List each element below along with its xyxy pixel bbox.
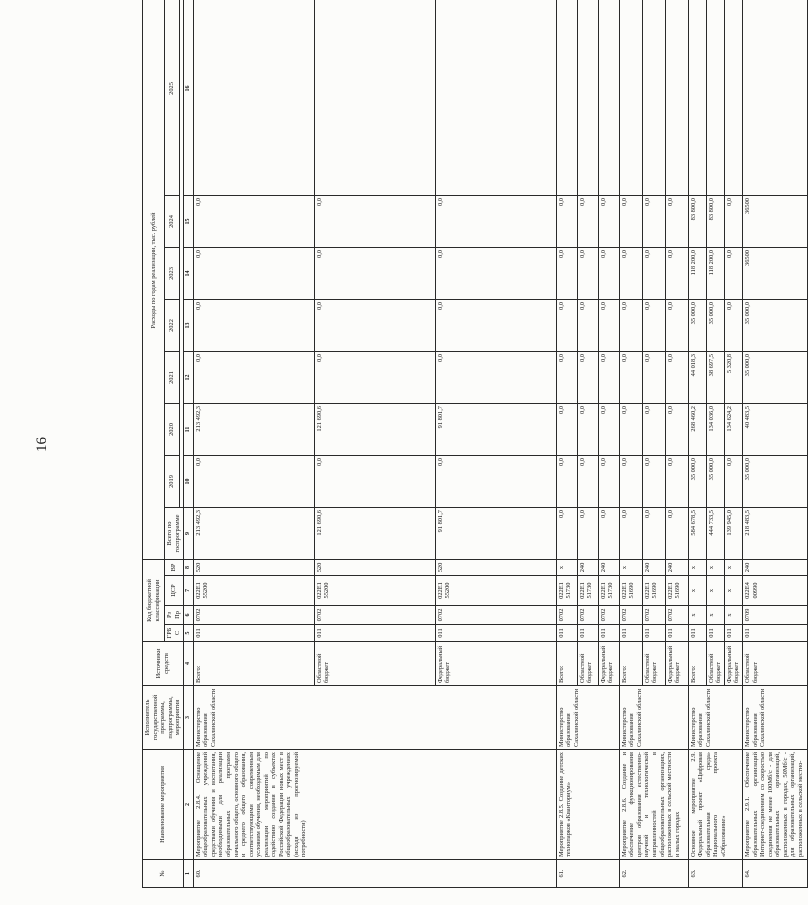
year-amount: 0,0 (598, 352, 619, 404)
funding-source: Федеральный бюджет (665, 642, 688, 686)
grbs-code: 011 (743, 625, 808, 642)
year-amount: 0,0 (665, 404, 688, 456)
col-index: 3 (183, 686, 193, 750)
vr-code: 240 (665, 560, 688, 576)
vr-code: x (706, 560, 724, 576)
measure-name: Мероприятие 2.8.6. Создание и обеспечение функционирования центров образования естественно-научной и технологической направленностей в общеобразовательных организациях, расположенных в сельской местности и малых городах (619, 750, 688, 860)
funding-source: Всего: (193, 642, 314, 686)
col-index: 13 (183, 300, 193, 352)
header-vr: ВР (165, 560, 184, 576)
year-amount: 91 801,7 (435, 404, 556, 456)
executor: Министерство образования Сахалинской области (743, 686, 808, 750)
year-amount: 0,0 (556, 248, 577, 300)
total-amount: 584 678,5 (688, 508, 706, 560)
header-name: Наименование мероприятия (143, 750, 184, 860)
col-index: 11 (183, 404, 193, 456)
year-amount: 35 000,0 (706, 300, 724, 352)
csr-code: 022E1 51690 (642, 576, 665, 606)
year-amount: 0,0 (435, 456, 556, 508)
col-index: 4 (183, 642, 193, 686)
funding-source: Областной бюджет (743, 642, 808, 686)
year-amount: 0,0 (556, 196, 577, 248)
vr-code: x (724, 560, 742, 576)
measure-name: Основное мероприятие 2.9. Федеральный проект «Цифровая образовательная среда» Национального проекта «Образование» (688, 750, 742, 860)
year-amount (435, 0, 556, 196)
rz-pr-code: 0702 (193, 606, 314, 625)
col-index: 10 (183, 456, 193, 508)
year-amount (688, 0, 706, 196)
year-amount: 35 000,0 (688, 456, 706, 508)
year-amount (556, 0, 577, 196)
year-amount: 0,0 (577, 352, 598, 404)
year-amount: 0,0 (598, 300, 619, 352)
year-amount: 44 018,3 (688, 352, 706, 404)
year-amount: 83 800,0 (706, 196, 724, 248)
vr-code: 240 (577, 560, 598, 576)
year-amount: 40 483,5 (743, 404, 808, 456)
year-amount: 134 036,0 (706, 404, 724, 456)
year-amount: 0,0 (724, 300, 742, 352)
funding-source: Федеральный бюджет (724, 642, 742, 686)
header-year: 2024 (165, 196, 180, 248)
grbs-code: 011 (724, 625, 742, 642)
rz-pr-code: 0702 (642, 606, 665, 625)
measure-name: Мероприятие 2.8.4. Оснащение общеобразовательных учреждений средствами обучения и воспитания, необходимыми для реализации образовательных программ начального общего, основного общего и среднего общего образования, соответствующими современным условиям обучения, необходимым для реализации мероприятий по содействию создания в субъектах Российской Федерации новых мест в общеобразовательных учреждениях (исходя из прогнозируемой потребности) (193, 750, 556, 860)
header-year: 2019 (165, 456, 180, 508)
col-index: 1 (183, 860, 193, 888)
col-index: 15 (183, 196, 193, 248)
header-total: Всего по госпрограмме (165, 508, 184, 560)
col-index: 9 (183, 508, 193, 560)
vr-code: 240 (642, 560, 665, 576)
grbs-code: 011 (314, 625, 435, 642)
grbs-code: 011 (619, 625, 642, 642)
rotated-page (142, 30, 804, 888)
col-index: 7 (183, 576, 193, 606)
year-amount: 35 000,0 (743, 352, 808, 404)
expenses-table (142, 0, 808, 888)
csr-code: 022E1 51690 (619, 576, 642, 606)
year-amount: 0,0 (598, 248, 619, 300)
col-index: 6 (183, 606, 193, 625)
header-year: 2021 (165, 352, 180, 404)
csr-code: 022E1 55200 (314, 576, 435, 606)
year-amount (642, 0, 665, 196)
year-amount: 0,0 (642, 456, 665, 508)
year-amount: 0,0 (193, 196, 314, 248)
executor: Министерство образования Сахалинской области (556, 686, 619, 750)
table-row (619, 0, 642, 888)
year-amount: 38 697,5 (706, 352, 724, 404)
table-row (556, 0, 577, 888)
csr-code: x (724, 576, 742, 606)
grbs-code: 011 (665, 625, 688, 642)
year-amount: 0,0 (556, 456, 577, 508)
year-amount: 0,0 (435, 352, 556, 404)
year-amount: 0,0 (619, 456, 642, 508)
rz-pr-code: x (688, 606, 706, 625)
year-amount: 118 200,0 (688, 248, 706, 300)
header-year: 2023 (165, 248, 180, 300)
funding-source: Всего: (619, 642, 642, 686)
rz-pr-code: x (706, 606, 724, 625)
executor: Министерство образования Сахалинской области (688, 686, 742, 750)
year-amount: 35 000,0 (688, 300, 706, 352)
total-amount: 213 492,3 (193, 508, 314, 560)
table-row (688, 0, 706, 888)
year-amount: 0,0 (598, 196, 619, 248)
year-amount: 0,0 (193, 352, 314, 404)
funding-source: Областной бюджет (577, 642, 598, 686)
grbs-code: 011 (435, 625, 556, 642)
year-amount (619, 0, 642, 196)
year-amount: 83 800,0 (688, 196, 706, 248)
year-amount: 0,0 (642, 248, 665, 300)
year-amount: 0,0 (642, 404, 665, 456)
row-number: 62. (619, 860, 688, 888)
vr-code: 240 (598, 560, 619, 576)
year-amount: 35 000,0 (743, 300, 808, 352)
total-amount: 0,0 (598, 508, 619, 560)
rz-pr-code: 0702 (665, 606, 688, 625)
year-amount: 0,0 (642, 352, 665, 404)
vr-code: 520 (435, 560, 556, 576)
col-index: 14 (183, 248, 193, 300)
header-year: 2022 (165, 300, 180, 352)
csr-code: x (688, 576, 706, 606)
page-number: 16 (34, 437, 50, 452)
col-index: 12 (183, 352, 193, 404)
rz-pr-code: 0709 (743, 606, 808, 625)
vr-code: 240 (743, 560, 808, 576)
vr-code: 520 (314, 560, 435, 576)
year-amount: 0,0 (665, 300, 688, 352)
vr-code: x (688, 560, 706, 576)
year-amount: 213 492,3 (193, 404, 314, 456)
col-index: 8 (183, 560, 193, 576)
total-amount: 444 733,5 (706, 508, 724, 560)
grbs-code: 011 (577, 625, 598, 642)
year-amount: 0,0 (665, 248, 688, 300)
total-amount: 0,0 (556, 508, 577, 560)
vr-code: x (556, 560, 577, 576)
year-amount: 0,0 (619, 248, 642, 300)
rz-pr-code: 0702 (435, 606, 556, 625)
total-amount: 0,0 (577, 508, 598, 560)
row-number: 63. (688, 860, 742, 888)
grbs-code: 011 (193, 625, 314, 642)
year-amount: 35 000,0 (743, 456, 808, 508)
funding-source: Областной бюджет (706, 642, 724, 686)
grbs-code: 011 (642, 625, 665, 642)
year-amount: 0,0 (314, 196, 435, 248)
csr-code: 022E1 55200 (435, 576, 556, 606)
funding-source: Федеральный бюджет (435, 642, 556, 686)
header-expenses: Расходы по годам реализации, тыс. рублей (143, 0, 165, 560)
year-amount: 0,0 (577, 404, 598, 456)
year-amount: 0,0 (619, 300, 642, 352)
year-amount: 0,0 (598, 456, 619, 508)
rz-pr-code: 0702 (598, 606, 619, 625)
rz-pr-code: 0702 (556, 606, 577, 625)
year-amount: 0,0 (724, 248, 742, 300)
grbs-code: 011 (706, 625, 724, 642)
year-amount: 0,0 (314, 352, 435, 404)
total-amount: 218 483,5 (743, 508, 808, 560)
measure-name: Мероприятие 2.9.1. Обеспечение образовательных организаций Интернет-соединением со скоростью соединения не менее 100Мб/с - для образовательных организаций, расположенных в городах, 50Мб/с - для образовательных организаций, расположенных в сельской местно- (743, 750, 808, 860)
csr-code: 022E4 00990 (743, 576, 808, 606)
total-amount: 91 801,7 (435, 508, 556, 560)
csr-code: 022E1 51730 (598, 576, 619, 606)
year-amount: 268 460,2 (688, 404, 706, 456)
row-number: 61. (556, 860, 619, 888)
year-amount (598, 0, 619, 196)
year-amount: 0,0 (619, 404, 642, 456)
total-amount: 139 945,0 (724, 508, 742, 560)
funding-source: Областной бюджет (642, 642, 665, 686)
year-amount: 121 690,6 (314, 404, 435, 456)
year-amount: 0,0 (665, 456, 688, 508)
table-row (743, 0, 808, 888)
header-num: № (143, 860, 184, 888)
header-year: 2020 (165, 404, 180, 456)
header-grbs: ГРБС (165, 625, 184, 642)
year-amount: 0,0 (556, 352, 577, 404)
funding-source: Областной бюджет (314, 642, 435, 686)
total-amount: 0,0 (619, 508, 642, 560)
header-executor: Исполнитель государственной программы, подпрограммы, мероприятия (143, 686, 184, 750)
col-index: 2 (183, 750, 193, 860)
year-amount: 0,0 (193, 456, 314, 508)
csr-code: 022E1 51730 (577, 576, 598, 606)
header-year: 2025 (165, 0, 180, 196)
header-sources: Источники средств (143, 642, 184, 686)
year-amount: 0,0 (314, 300, 435, 352)
year-amount: 0,0 (193, 248, 314, 300)
year-amount: 0,0 (598, 404, 619, 456)
year-amount: 0,0 (577, 196, 598, 248)
year-amount: 0,0 (577, 456, 598, 508)
csr-code: 022E1 51730 (556, 576, 577, 606)
year-amount: 134 624,2 (724, 404, 742, 456)
year-amount: 0,0 (665, 352, 688, 404)
vr-code: x (619, 560, 642, 576)
vr-code: 520 (193, 560, 314, 576)
rz-pr-code: 0702 (619, 606, 642, 625)
year-amount: 0,0 (724, 456, 742, 508)
header-rz-pr: Рз Пр (165, 606, 184, 625)
year-amount: 0,0 (193, 300, 314, 352)
csr-code: 022E1 51690 (665, 576, 688, 606)
row-number: 64. (743, 860, 808, 888)
grbs-code: 011 (556, 625, 577, 642)
year-amount: 0,0 (724, 196, 742, 248)
header-budget-code: Код бюджетной классификации (143, 560, 165, 642)
year-amount: 0,0 (642, 196, 665, 248)
year-amount: 36500 (743, 196, 808, 248)
year-amount (706, 0, 724, 196)
year-amount: 0,0 (556, 300, 577, 352)
table-body (193, 0, 807, 888)
year-amount: 0,0 (435, 248, 556, 300)
csr-code: x (706, 576, 724, 606)
year-amount: 36500 (743, 248, 808, 300)
rz-pr-code: 0702 (314, 606, 435, 625)
col-index: 5 (183, 625, 193, 642)
grbs-code: 011 (688, 625, 706, 642)
funding-source: Всего: (556, 642, 577, 686)
year-amount (724, 0, 742, 196)
header-csr: ЦСР (165, 576, 184, 606)
total-amount: 0,0 (665, 508, 688, 560)
measure-name: Мероприятие 2.8.5. Создание детских технопарков «Кванториум» (556, 750, 619, 860)
year-amount: 0,0 (556, 404, 577, 456)
year-amount: 0,0 (577, 300, 598, 352)
funding-source: Федеральный бюджет (598, 642, 619, 686)
rz-pr-code: x (724, 606, 742, 625)
year-amount: 118 200,0 (706, 248, 724, 300)
total-amount: 121 690,6 (314, 508, 435, 560)
year-amount: 0,0 (619, 196, 642, 248)
year-amount: 0,0 (665, 196, 688, 248)
executor: Министерство образования Сахалинской области (619, 686, 688, 750)
year-amount (743, 0, 808, 196)
year-amount: 0,0 (435, 300, 556, 352)
total-amount: 0,0 (642, 508, 665, 560)
row-number: 60. (193, 860, 556, 888)
year-amount (314, 0, 435, 196)
col-index: 16 (183, 0, 193, 196)
grbs-code: 011 (598, 625, 619, 642)
year-amount: 35 000,0 (706, 456, 724, 508)
year-amount: 0,0 (642, 300, 665, 352)
year-amount (193, 0, 314, 196)
funding-source: Всего: (688, 642, 706, 686)
year-amount: 0,0 (314, 248, 435, 300)
rz-pr-code: 0702 (577, 606, 598, 625)
year-amount: 0,0 (577, 248, 598, 300)
year-amount: 0,0 (435, 196, 556, 248)
year-amount: 5 320,8 (724, 352, 742, 404)
year-amount (577, 0, 598, 196)
year-amount: 0,0 (314, 456, 435, 508)
year-amount (665, 0, 688, 196)
table-row (193, 0, 314, 888)
year-amount: 0,0 (619, 352, 642, 404)
executor: Министерство образования Сахалинской области (193, 686, 556, 750)
csr-code: 022E1 55200 (193, 576, 314, 606)
